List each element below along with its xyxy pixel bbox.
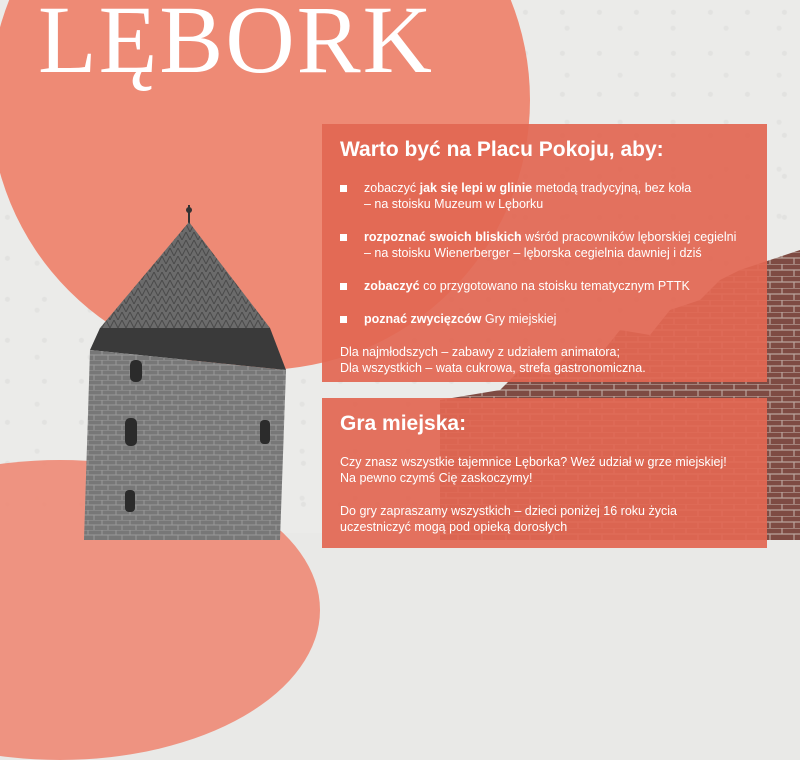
page-title: LĘBORK — [38, 0, 434, 93]
game-intro: Czy znasz wszystkie tajemnice Lęborka? Weź udział w grze miejskiej! Na pewno czymś Cię zaskoczymy! — [340, 455, 727, 486]
tower-image — [70, 200, 290, 540]
bullet-icon — [340, 316, 347, 323]
list-item: zobaczyć co przygotowano na stoisku tematycznym PTTK — [340, 278, 749, 294]
bullet-icon — [340, 185, 347, 192]
bullet-icon — [340, 283, 347, 290]
panel-heading: Gra miejska: — [340, 412, 467, 435]
info-panel — [322, 124, 767, 382]
list-item: zobaczyć jak się lepi w glinie metodą tradycyjną, bez koła – na stoisku Muzeum w Lęborku — [340, 180, 749, 212]
panel-note: Dla najmłodszych – zabawy z udziałem animatora; Dla wszystkich – wata cukrowa, strefa gastronomiczna. — [340, 345, 646, 376]
list-item: poznać zwycięzców Gry miejskiej — [340, 311, 749, 327]
game-invitation: Do gry zapraszamy wszystkich – dzieci poniżej 16 roku życia uczestniczyć mogą pod opieką dorosłych — [340, 504, 677, 535]
panel-heading: Warto być na Placu Pokoju, aby: — [340, 138, 664, 161]
game-panel — [322, 398, 767, 548]
activity-list — [340, 180, 749, 327]
bullet-icon — [340, 234, 347, 241]
list-item: rozpoznać swoich bliskich wśród pracowników lęborskiej cegielni – na stoisku Wienerberger – lęborska cegielnia dawniej i dziś — [340, 229, 749, 261]
